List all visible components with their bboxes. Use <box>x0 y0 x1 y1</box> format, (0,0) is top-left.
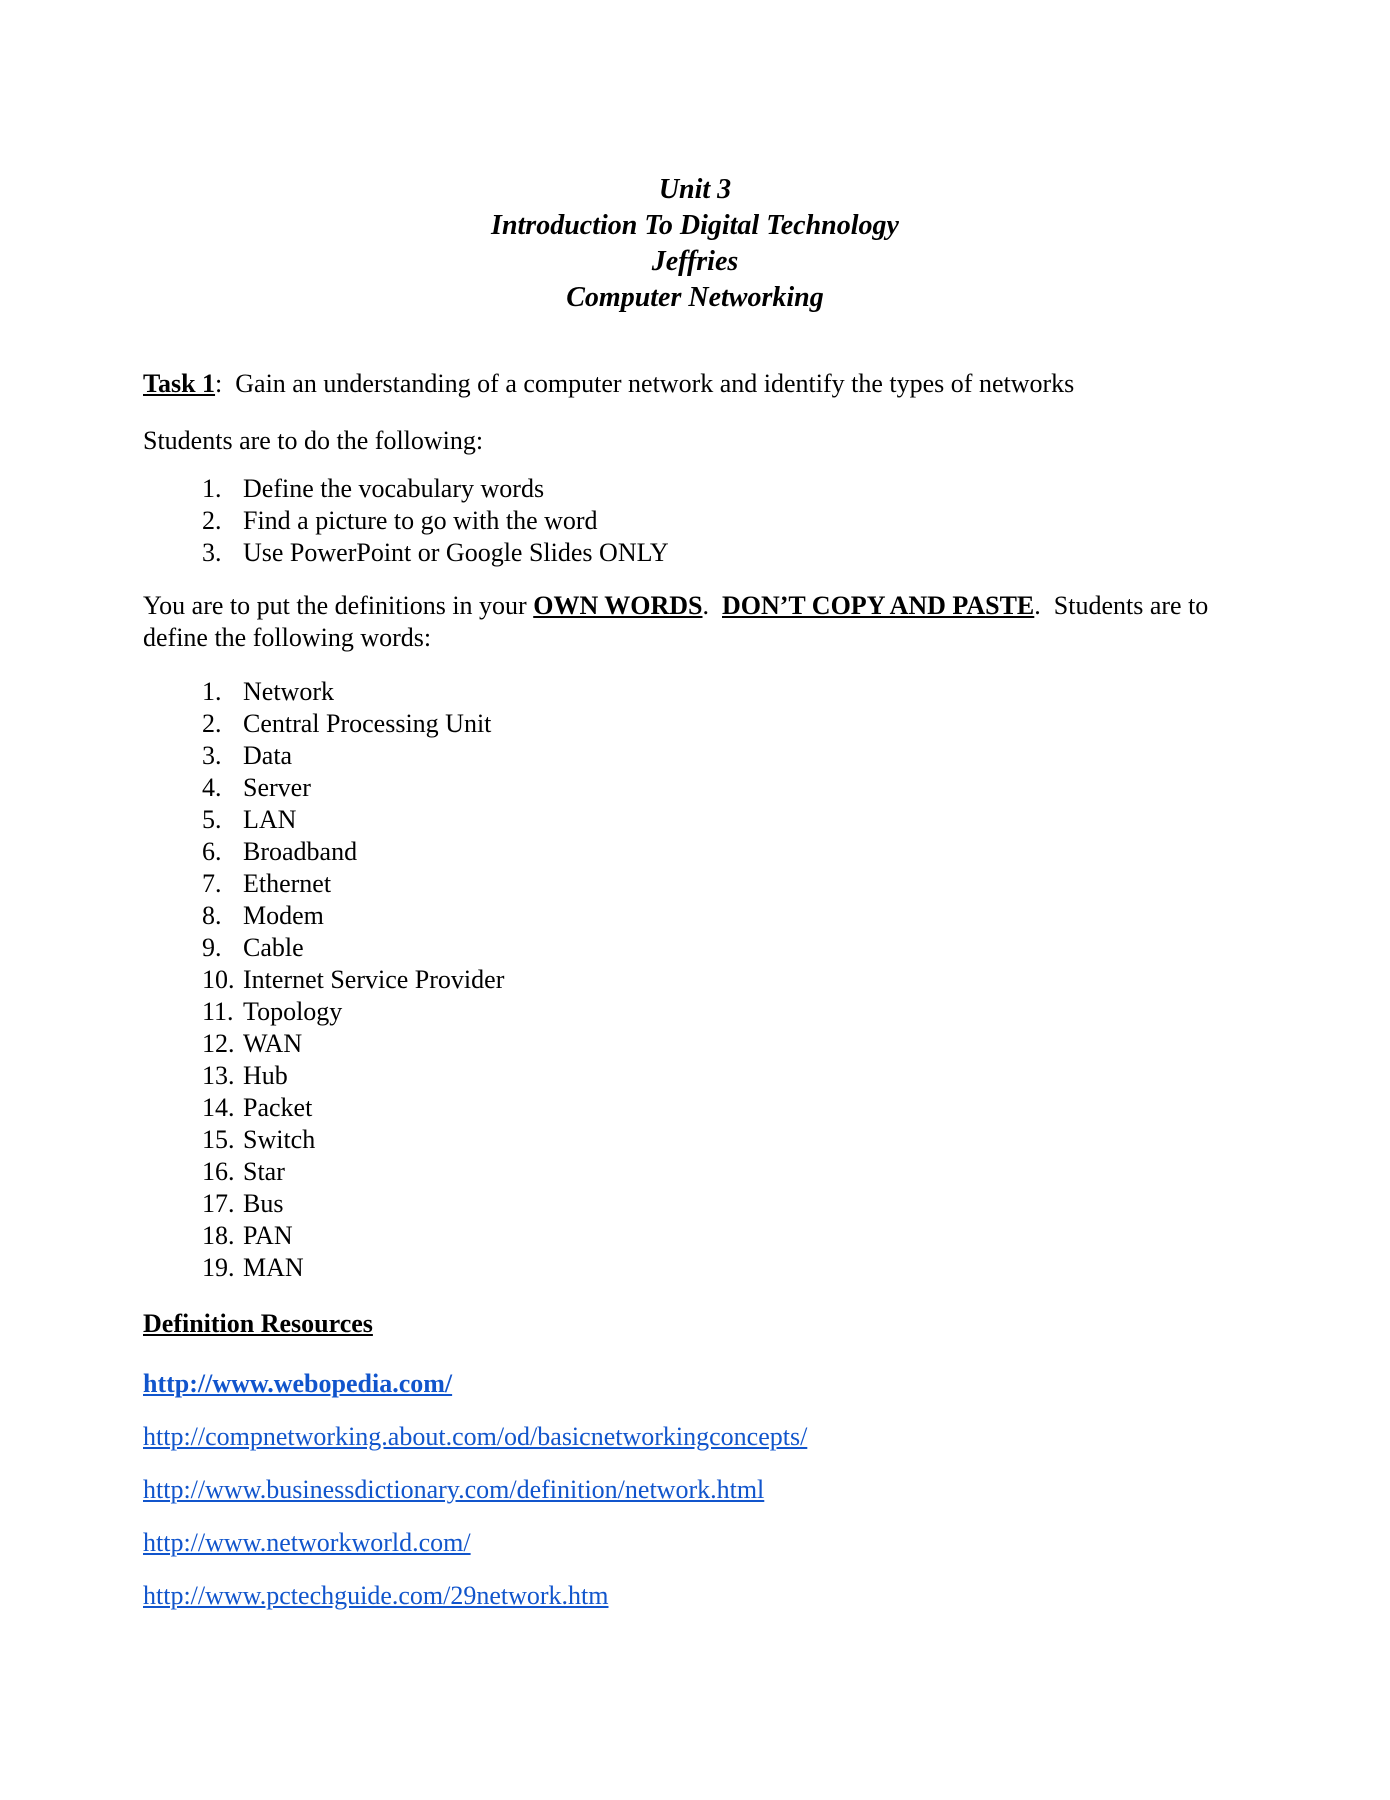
list-item-number: 3. <box>202 538 222 567</box>
list-item <box>143 537 1247 569</box>
resource-link-row <box>143 1580 1247 1612</box>
vocab-item <box>143 1028 1247 1060</box>
title-line-teacher: Jeffries <box>651 246 739 277</box>
vocab-item <box>143 740 1247 772</box>
vocab-item-text: Central Processing Unit <box>243 709 492 738</box>
vocab-item-text: Packet <box>243 1093 313 1122</box>
list-item-text: Use PowerPoint or Google Slides ONLY <box>243 538 669 567</box>
vocab-item-text: MAN <box>243 1253 304 1282</box>
document-content <box>143 0 1247 1612</box>
vocab-item-text: Switch <box>243 1125 316 1154</box>
vocab-item-text: Server <box>243 773 311 802</box>
vocab-item <box>143 1092 1247 1124</box>
vocab-item-text: Topology <box>243 997 343 1026</box>
list-item-text: Define the vocabulary words <box>243 474 545 503</box>
own-words-emphasis: OWN WORDS <box>533 591 703 620</box>
vocab-item-number: 5. <box>202 805 222 834</box>
vocab-item <box>143 1220 1247 1252</box>
resource-link-row <box>143 1421 1247 1453</box>
vocab-item <box>143 964 1247 996</box>
vocab-item-text: Hub <box>243 1061 288 1090</box>
vocab-item <box>143 1060 1247 1092</box>
task-paragraph <box>143 368 1247 400</box>
resource-link-row <box>143 1474 1247 1506</box>
vocab-item-text: WAN <box>243 1029 303 1058</box>
vocab-item <box>143 1156 1247 1188</box>
vocabulary-list <box>143 676 1247 1284</box>
steps-list <box>143 473 1247 569</box>
list-item-number: 1. <box>202 474 222 503</box>
title-line-unit: Unit 3 <box>658 174 732 205</box>
vocab-item-number: 2. <box>202 709 222 738</box>
vocab-item <box>143 932 1247 964</box>
vocab-item-text: LAN <box>243 805 297 834</box>
task-label: Task 1 <box>143 369 216 398</box>
vocab-item-number: 3. <box>202 741 222 770</box>
vocab-item <box>143 900 1247 932</box>
vocab-item-number: 14. <box>202 1093 235 1122</box>
vocab-item-number: 9. <box>202 933 222 962</box>
vocab-item-number: 18. <box>202 1221 235 1250</box>
list-item-number: 2. <box>202 506 222 535</box>
students-intro-line: Students are to do the following: <box>143 426 484 455</box>
resource-link-networkworld[interactable]: http://www.networkworld.com/ <box>143 1528 471 1557</box>
vocab-item <box>143 868 1247 900</box>
definitions-paragraph <box>143 590 1247 654</box>
resource-link-pctechguide[interactable]: http://www.pctechguide.com/29network.htm <box>143 1581 609 1610</box>
vocab-item-number: 8. <box>202 901 222 930</box>
vocab-item-text: PAN <box>243 1221 293 1250</box>
vocab-item <box>143 836 1247 868</box>
vocab-item-text: Star <box>243 1157 285 1186</box>
definitions-tail: . Students are to <box>1034 591 1209 620</box>
vocab-item-text: Ethernet <box>243 869 332 898</box>
list-item <box>143 505 1247 537</box>
resource-link-webopedia[interactable]: http://www.webopedia.com/ <box>143 1369 453 1398</box>
definitions-lead: You are to put the definitions in your <box>143 591 534 620</box>
resource-link-businessdictionary[interactable]: http://www.businessdictionary.com/definition/network.html <box>143 1475 765 1504</box>
vocab-item-number: 12. <box>202 1029 235 1058</box>
vocab-item-text: Cable <box>243 933 304 962</box>
vocab-item-text: Network <box>243 677 334 706</box>
title-line-topic: Computer Networking <box>566 282 824 313</box>
vocab-item-number: 11. <box>202 997 234 1026</box>
definitions-mid: . <box>702 591 722 620</box>
vocab-item-number: 10. <box>202 965 235 994</box>
vocab-item-number: 1. <box>202 677 222 706</box>
resources-heading: Definition Resources <box>143 1309 373 1338</box>
vocab-item-text: Bus <box>243 1189 284 1218</box>
list-item-text: Find a picture to go with the word <box>243 506 598 535</box>
title-line-course: Introduction To Digital Technology <box>491 210 899 241</box>
vocab-item <box>143 676 1247 708</box>
vocab-item-number: 13. <box>202 1061 235 1090</box>
vocab-item-text: Modem <box>243 901 324 930</box>
vocab-item-text: Broadband <box>243 837 358 866</box>
vocab-item-number: 7. <box>202 869 222 898</box>
vocab-item <box>143 772 1247 804</box>
vocab-item <box>143 1188 1247 1220</box>
dont-copy-emphasis: DON’T COPY AND PASTE <box>722 591 1035 620</box>
vocab-item-text: Data <box>243 741 293 770</box>
list-item <box>143 473 1247 505</box>
vocab-item <box>143 1252 1247 1284</box>
vocab-item-number: 17. <box>202 1189 235 1218</box>
definitions-line2: define the following words: <box>143 623 432 652</box>
vocab-item <box>143 708 1247 740</box>
vocab-item-text: Internet Service Provider <box>243 965 505 994</box>
resource-link-row <box>143 1527 1247 1559</box>
vocab-item <box>143 804 1247 836</box>
vocab-item-number: 6. <box>202 837 222 866</box>
vocab-item-number: 4. <box>202 773 222 802</box>
vocab-item-number: 16. <box>202 1157 235 1186</box>
resource-link-compnetworking[interactable]: http://compnetworking.about.com/od/basicnetworkingconcepts/ <box>143 1422 808 1451</box>
resource-link-row <box>143 1368 1247 1400</box>
vocab-item-number: 19. <box>202 1253 235 1282</box>
vocab-item-number: 15. <box>202 1125 235 1154</box>
vocab-item <box>143 996 1247 1028</box>
task-description: : Gain an understanding of a computer network and identify the types of networks <box>215 369 1075 398</box>
document-title-block <box>143 0 1247 316</box>
vocab-item <box>143 1124 1247 1156</box>
